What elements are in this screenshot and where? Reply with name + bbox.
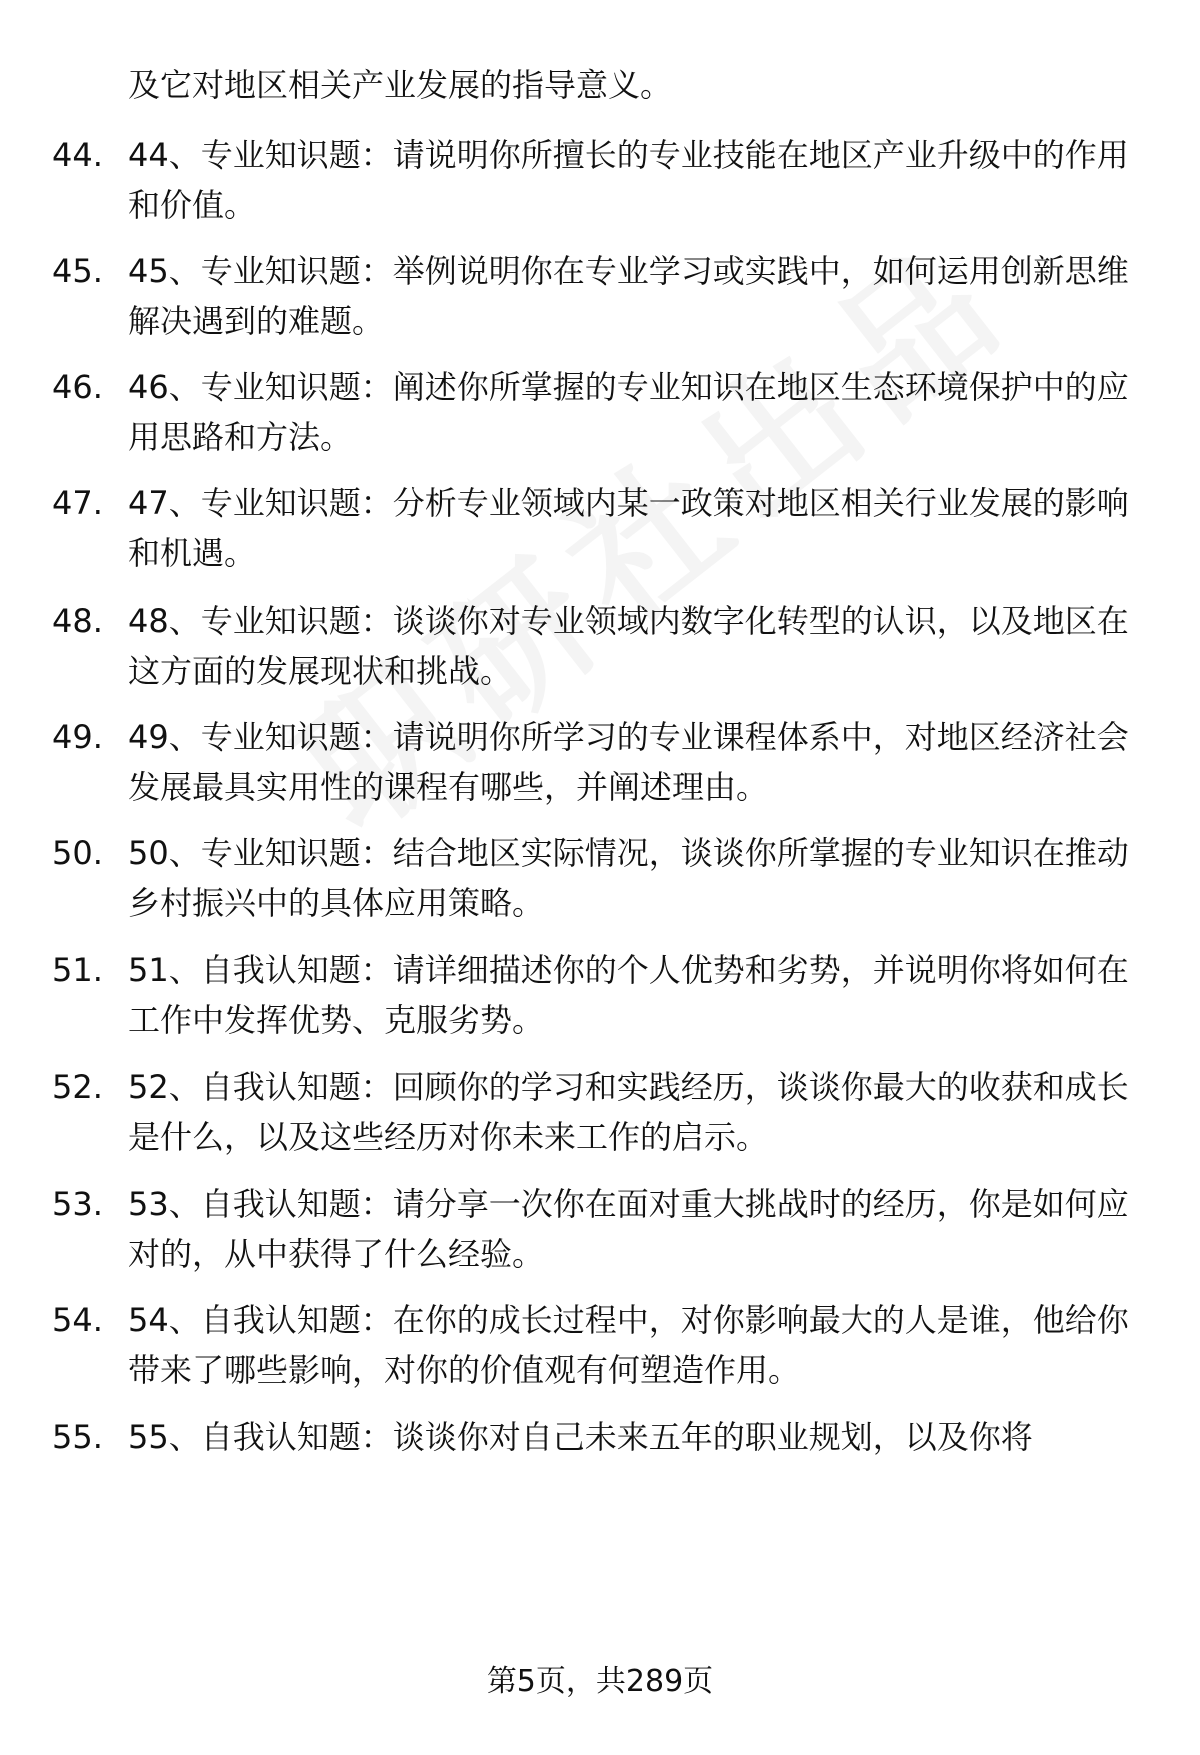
list-item bbox=[0, 945, 1200, 1055]
list-item bbox=[0, 1412, 1200, 1468]
question-text: 52、自我认知题：回顾你的学习和实践经历，谈谈你最大的收获和成长是什么，以及这些经历对你未来工作的启示。 bbox=[128, 1068, 1129, 1156]
list-item bbox=[0, 130, 1200, 240]
question-number: 51. bbox=[52, 951, 103, 989]
list-item bbox=[0, 1295, 1200, 1405]
question-text: 46、专业知识题：阐述你所掌握的专业知识在地区生态环境保护中的应用思路和方法。 bbox=[128, 368, 1129, 456]
question-number: 48. bbox=[52, 602, 103, 640]
question-number: 53. bbox=[52, 1185, 103, 1223]
continuation-text: 及它对地区相关产业发展的指导意义。 bbox=[128, 66, 673, 104]
question-number: 47. bbox=[52, 484, 103, 522]
question-text: 51、自我认知题：请详细描述你的个人优势和劣势，并说明你将如何在工作中发挥优势、克服劣势。 bbox=[128, 951, 1129, 1039]
question-text: 54、自我认知题：在你的成长过程中，对你影响最大的人是谁，他给你带来了哪些影响，对你的价值观有何塑造作用。 bbox=[128, 1301, 1129, 1389]
question-number: 44. bbox=[52, 136, 103, 174]
question-number: 52. bbox=[52, 1068, 103, 1106]
list-item bbox=[0, 596, 1200, 706]
question-number: 45. bbox=[52, 252, 103, 290]
question-number: 55. bbox=[52, 1418, 103, 1456]
list-item bbox=[0, 828, 1200, 938]
question-text: 49、专业知识题：请说明你所学习的专业课程体系中，对地区经济社会发展最具实用性的课程有哪些，并阐述理由。 bbox=[128, 718, 1129, 806]
question-text: 55、自我认知题：谈谈你对自己未来五年的职业规划，以及你将 bbox=[128, 1418, 1033, 1456]
list-item bbox=[0, 1179, 1200, 1289]
question-text: 47、专业知识题：分析专业领域内某一政策对地区相关行业发展的影响和机遇。 bbox=[128, 484, 1129, 572]
list-item bbox=[0, 362, 1200, 472]
question-number: 46. bbox=[52, 368, 103, 406]
question-text: 45、专业知识题：举例说明你在专业学习或实践中，如何运用创新思维解决遇到的难题。 bbox=[128, 252, 1129, 340]
question-text: 50、专业知识题：结合地区实际情况，谈谈你所掌握的专业知识在推动乡村振兴中的具体应用策略。 bbox=[128, 834, 1129, 922]
list-item bbox=[0, 478, 1200, 588]
question-text: 48、专业知识题：谈谈你对专业领域内数字化转型的认识，以及地区在这方面的发展现状和挑战。 bbox=[128, 602, 1129, 690]
page-footer: 第5页，共289页 bbox=[486, 1664, 714, 1699]
question-number: 50. bbox=[52, 834, 103, 872]
question-text: 44、专业知识题：请说明你所擅长的专业技能在地区产业升级中的作用和价值。 bbox=[128, 136, 1129, 224]
question-number: 49. bbox=[52, 718, 103, 756]
question-text: 53、自我认知题：请分享一次你在面对重大挑战时的经历，你是如何应对的，从中获得了什么经验。 bbox=[128, 1185, 1129, 1273]
question-number: 54. bbox=[52, 1301, 103, 1339]
list-item bbox=[0, 1062, 1200, 1172]
list-item bbox=[0, 246, 1200, 356]
list-item bbox=[0, 712, 1200, 822]
